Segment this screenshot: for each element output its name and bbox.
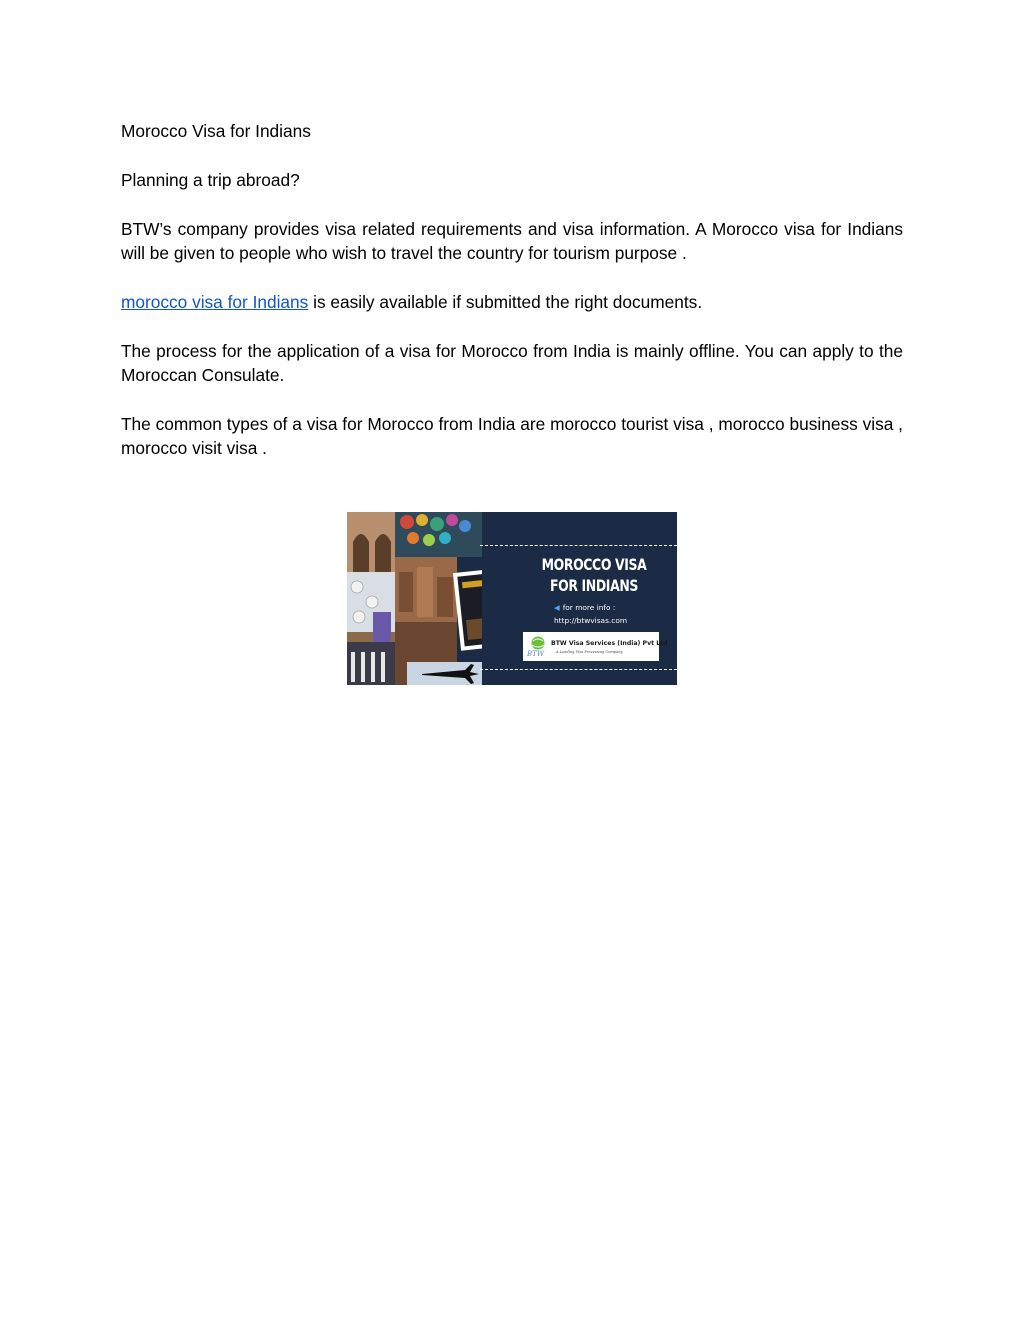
company-tagline: A Leading Visa Processing Company — [556, 650, 623, 654]
banner-info-url: http://btwvisas.com — [554, 616, 628, 625]
megaphone-icon: ◀ — [554, 603, 560, 612]
morocco-visa-link[interactable]: morocco visa for Indians — [121, 291, 309, 312]
banner-info-label: for more info : — [562, 603, 616, 612]
banner-title-line-1: MOROCCO VISA — [541, 555, 647, 574]
company-name: BTW Visa Services (India) Pvt Ltd — [551, 640, 668, 647]
banner-top-border — [480, 545, 677, 546]
intro-text: Planning a trip abroad? — [121, 169, 300, 190]
paragraph-company-info: BTW’s company provides visa related requirements and visa information. A Morocco visa for Indians will be given to people who wish to travel the country for tourism purpose . — [121, 218, 903, 263]
paragraph-availability — [121, 290, 903, 314]
paragraph-process: The process for the application of a visa for Morocco from India is mainly offline. You can apply to the Moroccan Consulate. — [121, 340, 903, 385]
company-logo — [523, 632, 668, 661]
banner-info — [554, 601, 627, 627]
document-body — [121, 119, 903, 461]
banner-title-line-2: FOR INDIANS — [550, 576, 638, 595]
document-title: Morocco Visa for Indians — [121, 121, 311, 141]
paragraph-visa-types: The common types of a visa for Morocco from India are morocco tourist visa , morocco business visa , morocco visit visa . — [121, 413, 903, 459]
paragraph-availability-text: is easily available if submitted the right documents. — [308, 291, 703, 312]
banner-title — [536, 554, 653, 596]
morocco-visa-banner-image — [347, 512, 677, 685]
banner-bottom-border — [480, 669, 677, 670]
btw-globe-logo-icon — [526, 635, 548, 658]
travel-photo-collage — [347, 512, 482, 685]
logo-mark-text: BTW — [527, 650, 545, 658]
